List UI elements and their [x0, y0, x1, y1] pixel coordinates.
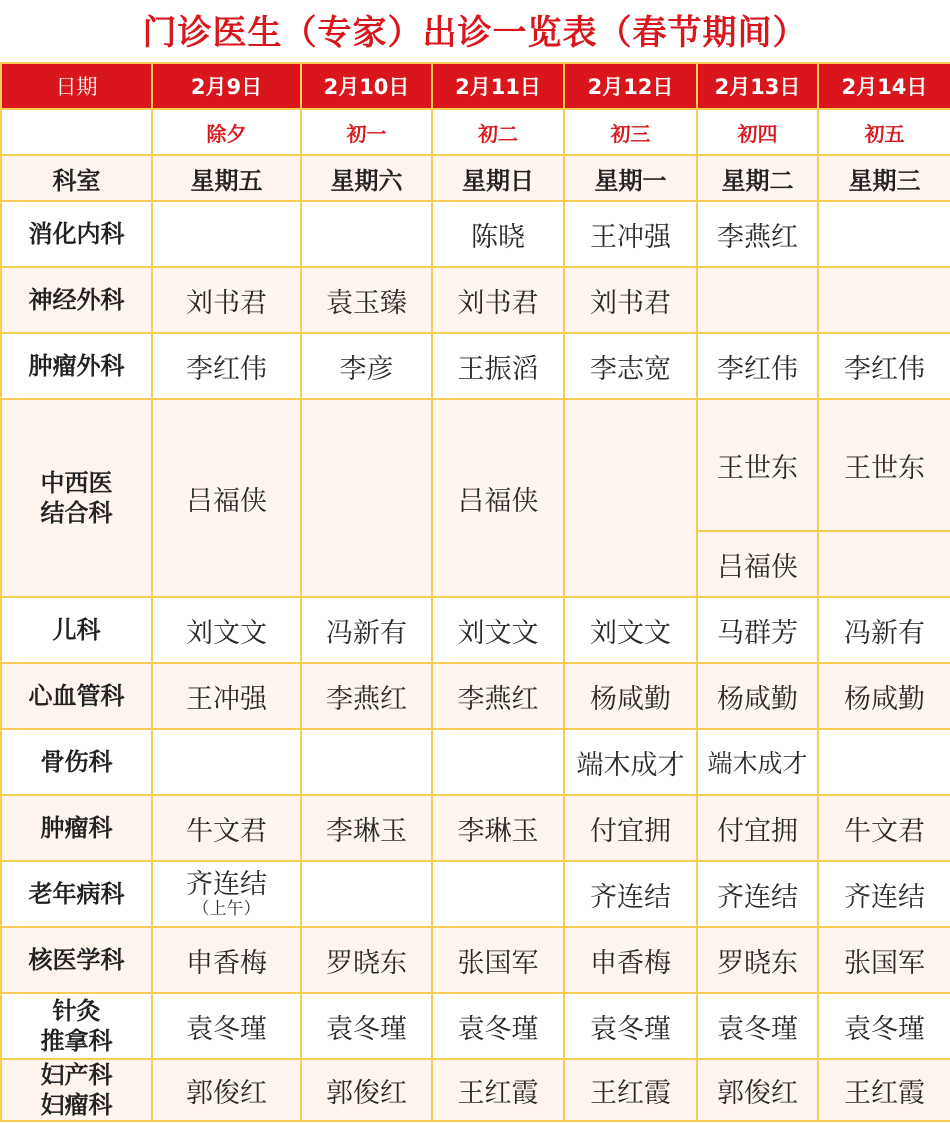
doctor-cell: 冯新有 [301, 597, 432, 663]
doctor-cell: 王世东 [818, 399, 950, 531]
doctor-cell: 刘书君 [564, 267, 697, 333]
doctor-cell: 付宜拥 [564, 795, 697, 861]
doctor-name: 齐连结 [186, 869, 267, 900]
doctor-cell: 王红霞 [818, 1059, 950, 1121]
lunar-cell: 初四 [697, 109, 818, 155]
doctor-cell: 李燕红 [301, 663, 432, 729]
doctor-cell: 刘书君 [152, 267, 301, 333]
table-row [1, 1059, 950, 1121]
doctor-cell [301, 729, 432, 795]
doctor-cell: 端木成才 [697, 729, 818, 795]
doctor-cell: 李琳玉 [301, 795, 432, 861]
weekday-cell: 星期六 [301, 155, 432, 201]
doctor-cell: 袁冬瑾 [818, 993, 950, 1059]
doctor-cell: 李燕红 [432, 663, 564, 729]
table-row [1, 729, 950, 795]
doctor-cell: 袁冬瑾 [432, 993, 564, 1059]
schedule-table [0, 62, 950, 1122]
table-row [1, 201, 950, 267]
doctor-cell [564, 399, 697, 597]
doctor-cell [818, 531, 950, 597]
weekday-cell: 星期二 [697, 155, 818, 201]
doctor-cell: 刘文文 [152, 597, 301, 663]
doctor-cell: 冯新有 [818, 597, 950, 663]
doctor-cell: 付宜拥 [697, 795, 818, 861]
table-row [1, 795, 950, 861]
doctor-cell: 吕福侠 [432, 399, 564, 597]
weekday-row [1, 155, 950, 201]
date-cell: 2月10日 [301, 63, 432, 109]
lunar-cell: 初二 [432, 109, 564, 155]
doctor-cell: 王冲强 [564, 201, 697, 267]
weekday-cell: 星期三 [818, 155, 950, 201]
department-name-line: 中西医 [40, 469, 113, 497]
doctor-cell: 齐连结 [564, 861, 697, 927]
doctor-cell [818, 201, 950, 267]
doctor-cell: 王红霞 [432, 1059, 564, 1121]
doctor-cell: 李琳玉 [432, 795, 564, 861]
department-name [1, 399, 152, 597]
doctor-cell: 王世东 [697, 399, 818, 531]
doctor-cell: 刘文文 [564, 597, 697, 663]
doctor-cell: 李红伟 [818, 333, 950, 399]
table-row [1, 927, 950, 993]
doctor-cell: 齐连结 [697, 861, 818, 927]
department-name-line: 妇产科 [40, 1061, 113, 1089]
doctor-cell: 袁玉臻 [301, 267, 432, 333]
table-row [1, 333, 950, 399]
weekday-cell: 星期日 [432, 155, 564, 201]
department-name-line: 针灸 [52, 997, 101, 1025]
table-row [1, 267, 950, 333]
doctor-cell: 王冲强 [152, 663, 301, 729]
department-name: 神经外科 [1, 267, 152, 333]
doctor-cell: 王红霞 [564, 1059, 697, 1121]
date-cell: 2月13日 [697, 63, 818, 109]
doctor-cell [818, 267, 950, 333]
department-name: 消化内科 [1, 201, 152, 267]
department-name-line: 妇瘤科 [40, 1091, 113, 1119]
doctor-cell: 牛文君 [818, 795, 950, 861]
doctor-cell: 郭俊红 [152, 1059, 301, 1121]
table-row [1, 663, 950, 729]
doctor-cell: 李燕红 [697, 201, 818, 267]
doctor-cell: 马群芳 [697, 597, 818, 663]
doctor-cell: 郭俊红 [301, 1059, 432, 1121]
department-name [1, 1059, 152, 1121]
doctor-cell: 杨咸勤 [697, 663, 818, 729]
department-name: 核医学科 [1, 927, 152, 993]
doctor-cell: 李彦 [301, 333, 432, 399]
lunar-cell: 初三 [564, 109, 697, 155]
department-name-line: 结合科 [40, 499, 113, 527]
doctor-cell: 李志宽 [564, 333, 697, 399]
lunar-cell: 初五 [818, 109, 950, 155]
department-name [1, 993, 152, 1059]
department-name-line: 推拿科 [40, 1027, 113, 1055]
department-name: 老年病科 [1, 861, 152, 927]
lunar-cell: 初一 [301, 109, 432, 155]
doctor-cell [152, 201, 301, 267]
date-cell: 2月14日 [818, 63, 950, 109]
department-name: 骨伤科 [1, 729, 152, 795]
department-name: 儿科 [1, 597, 152, 663]
table-row [1, 399, 950, 531]
department-name: 心血管科 [1, 663, 152, 729]
empty-cell [1, 109, 152, 155]
doctor-cell: 刘文文 [432, 597, 564, 663]
doctor-cell: 罗晓东 [301, 927, 432, 993]
doctor-cell: 李红伟 [697, 333, 818, 399]
date-label: 日期 [1, 63, 152, 109]
department-name: 肿瘤外科 [1, 333, 152, 399]
doctor-cell: 袁冬瑾 [301, 993, 432, 1059]
department-name: 肿瘤科 [1, 795, 152, 861]
doctor-cell [432, 729, 564, 795]
doctor-cell [818, 729, 950, 795]
doctor-cell [152, 861, 301, 927]
doctor-cell: 陈晓 [432, 201, 564, 267]
doctor-cell: 吕福侠 [152, 399, 301, 597]
table-row [1, 861, 950, 927]
doctor-cell [432, 861, 564, 927]
doctor-cell: 罗晓东 [697, 927, 818, 993]
doctor-cell: 杨咸勤 [818, 663, 950, 729]
date-cell: 2月12日 [564, 63, 697, 109]
doctor-cell [301, 861, 432, 927]
doctor-cell: 申香梅 [152, 927, 301, 993]
doctor-cell [301, 399, 432, 597]
date-row [1, 63, 950, 109]
doctor-cell: 袁冬瑾 [697, 993, 818, 1059]
doctor-cell: 张国军 [432, 927, 564, 993]
date-cell: 2月9日 [152, 63, 301, 109]
time-note: （上午） [192, 899, 261, 919]
doctor-cell: 吕福侠 [697, 531, 818, 597]
doctor-cell: 李红伟 [152, 333, 301, 399]
dept-label: 科室 [1, 155, 152, 201]
doctor-cell: 申香梅 [564, 927, 697, 993]
doctor-cell: 齐连结 [818, 861, 950, 927]
doctor-cell [301, 201, 432, 267]
doctor-cell: 郭俊红 [697, 1059, 818, 1121]
doctor-cell: 袁冬瑾 [564, 993, 697, 1059]
doctor-cell: 牛文君 [152, 795, 301, 861]
page-title: 门诊医生（专家）出诊一览表（春节期间） [142, 13, 808, 53]
doctor-cell: 端木成才 [564, 729, 697, 795]
table-row [1, 597, 950, 663]
doctor-cell: 刘书君 [432, 267, 564, 333]
table-row [1, 993, 950, 1059]
doctor-cell: 袁冬瑾 [152, 993, 301, 1059]
date-cell: 2月11日 [432, 63, 564, 109]
lunar-row [1, 109, 950, 155]
doctor-cell [152, 729, 301, 795]
doctor-cell: 张国军 [818, 927, 950, 993]
weekday-cell: 星期一 [564, 155, 697, 201]
weekday-cell: 星期五 [152, 155, 301, 201]
lunar-cell: 除夕 [152, 109, 301, 155]
doctor-cell: 杨咸勤 [564, 663, 697, 729]
doctor-cell [697, 267, 818, 333]
doctor-cell: 王振滔 [432, 333, 564, 399]
